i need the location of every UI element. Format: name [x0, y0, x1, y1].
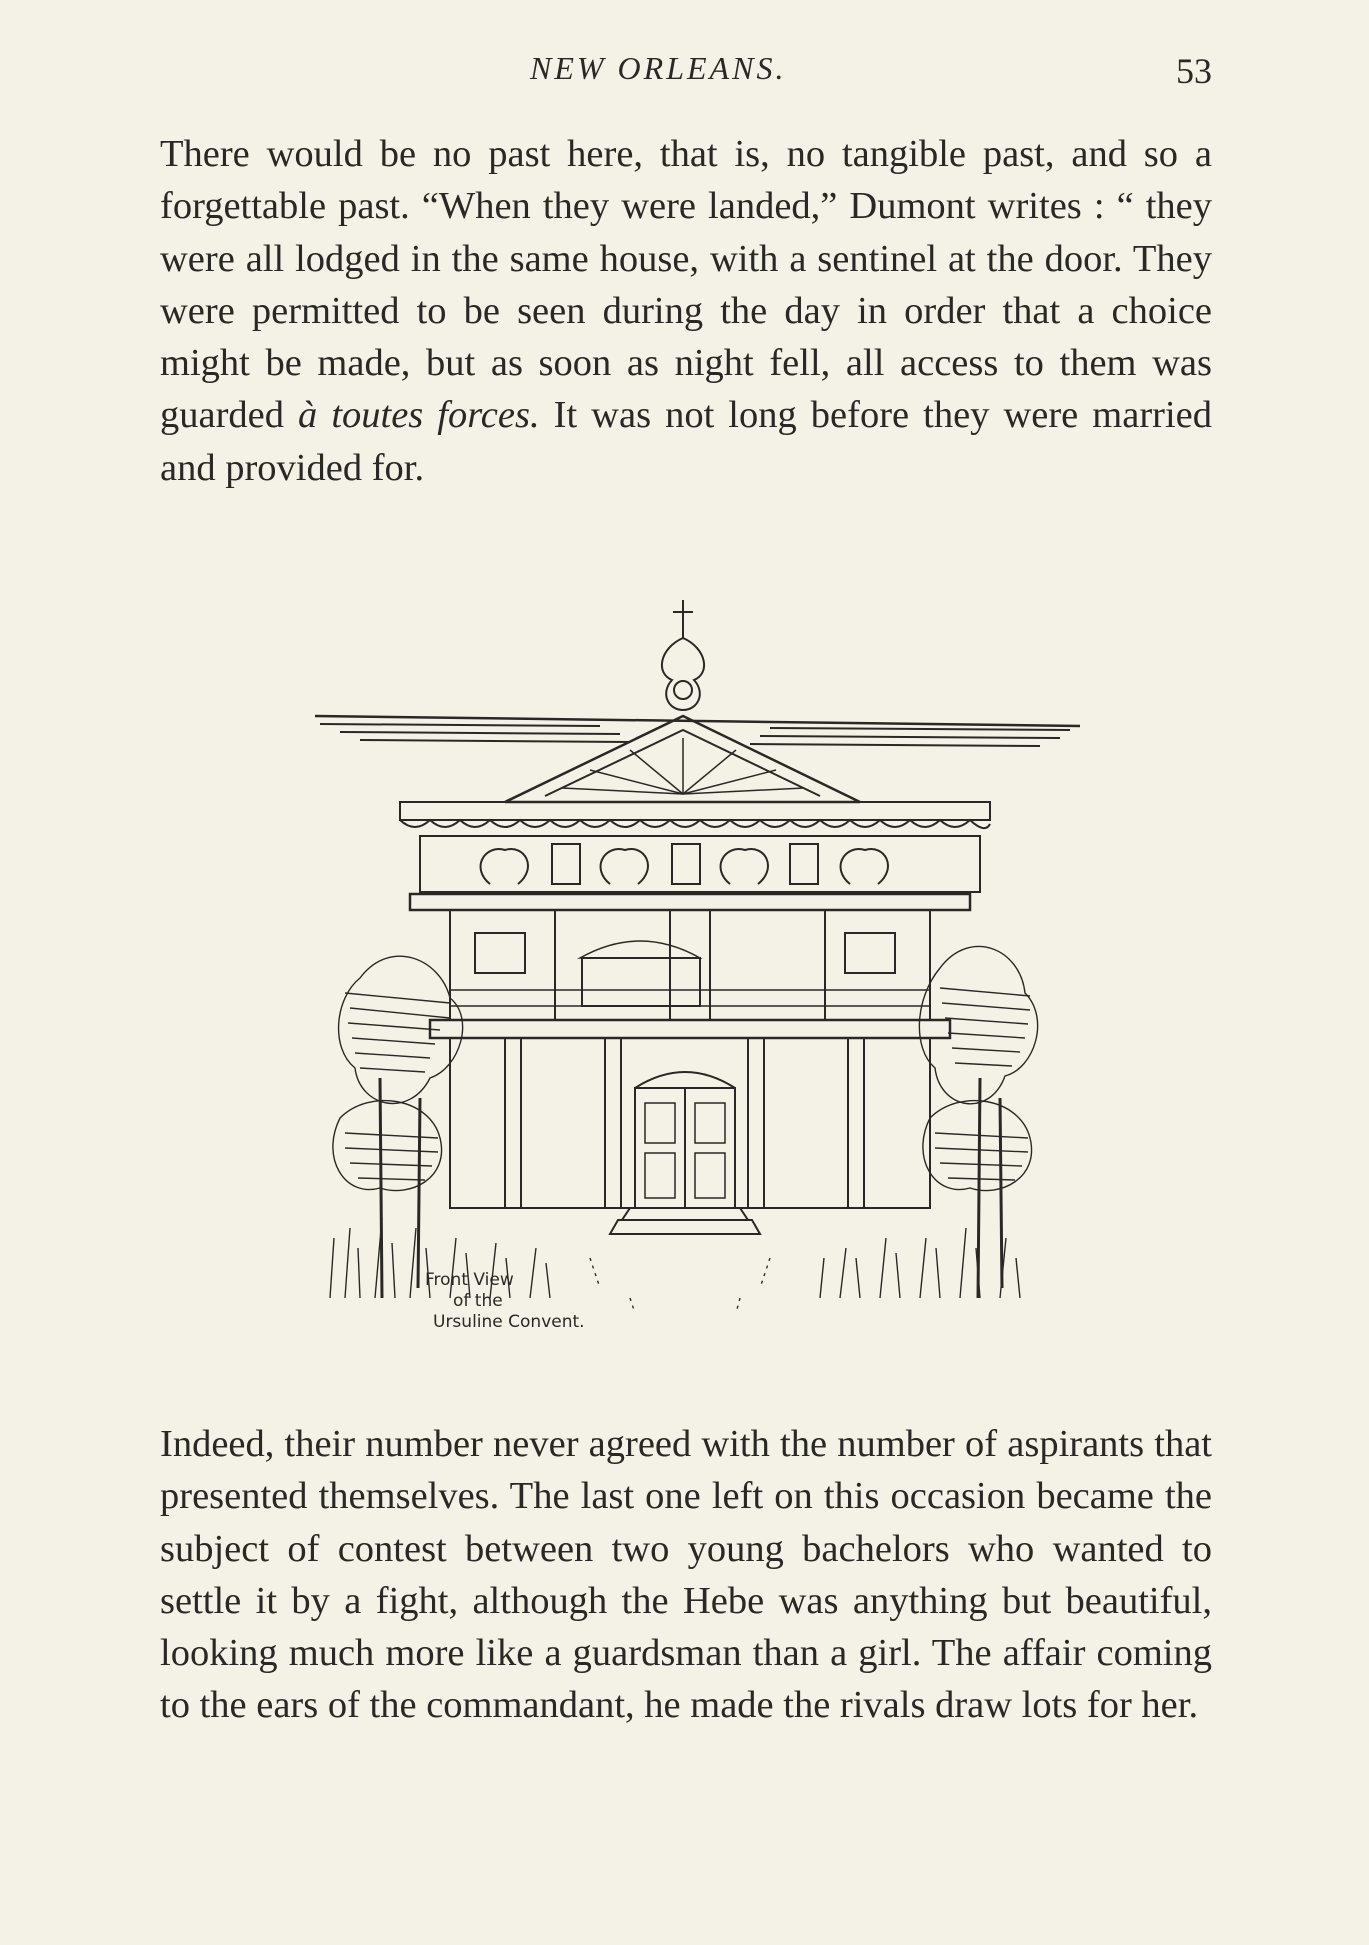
convent-illustration [300, 598, 1080, 1368]
paragraph-1-text: There would be no past here, that is, no tangible past, and so a forgettable past. “When they were landed,” Dumont writes : “ they were all lodged in the same house, with a sentinel at the door. They were permitted to be seen during the day in order that a choice might be made, but as soon as night fell, all access to them was guarded [160, 133, 1212, 437]
paragraph-2: Indeed, their number never agreed with the number of aspirants that presented themselves. The last one left on this occasion became the subject of contest between two young bachelors who wanted to settle it by a fight, although the Hebe was anything but beautiful, looking much more like a guardsman than a girl. The affair coming to the ears of the commandant, he made the rivals draw lots for her. [160, 1423, 1212, 1727]
caption-line-1: Front View [425, 1270, 514, 1290]
paragraph-1 [160, 128, 1212, 494]
convent-drawing [300, 598, 1080, 1368]
running-header [160, 44, 1212, 94]
page-number: 53 [1176, 51, 1212, 91]
paragraph-1-text-end: It was not long before they were married and provided for. [160, 394, 1212, 489]
caption-line-2: of the [453, 1291, 503, 1311]
running-title: NEW ORLEANS. [530, 50, 787, 86]
paragraph-1-italic-phrase: à toutes forces. [298, 394, 540, 437]
caption-line-3: Ursuline Convent. [433, 1312, 585, 1332]
illustration-caption [425, 1270, 685, 1333]
